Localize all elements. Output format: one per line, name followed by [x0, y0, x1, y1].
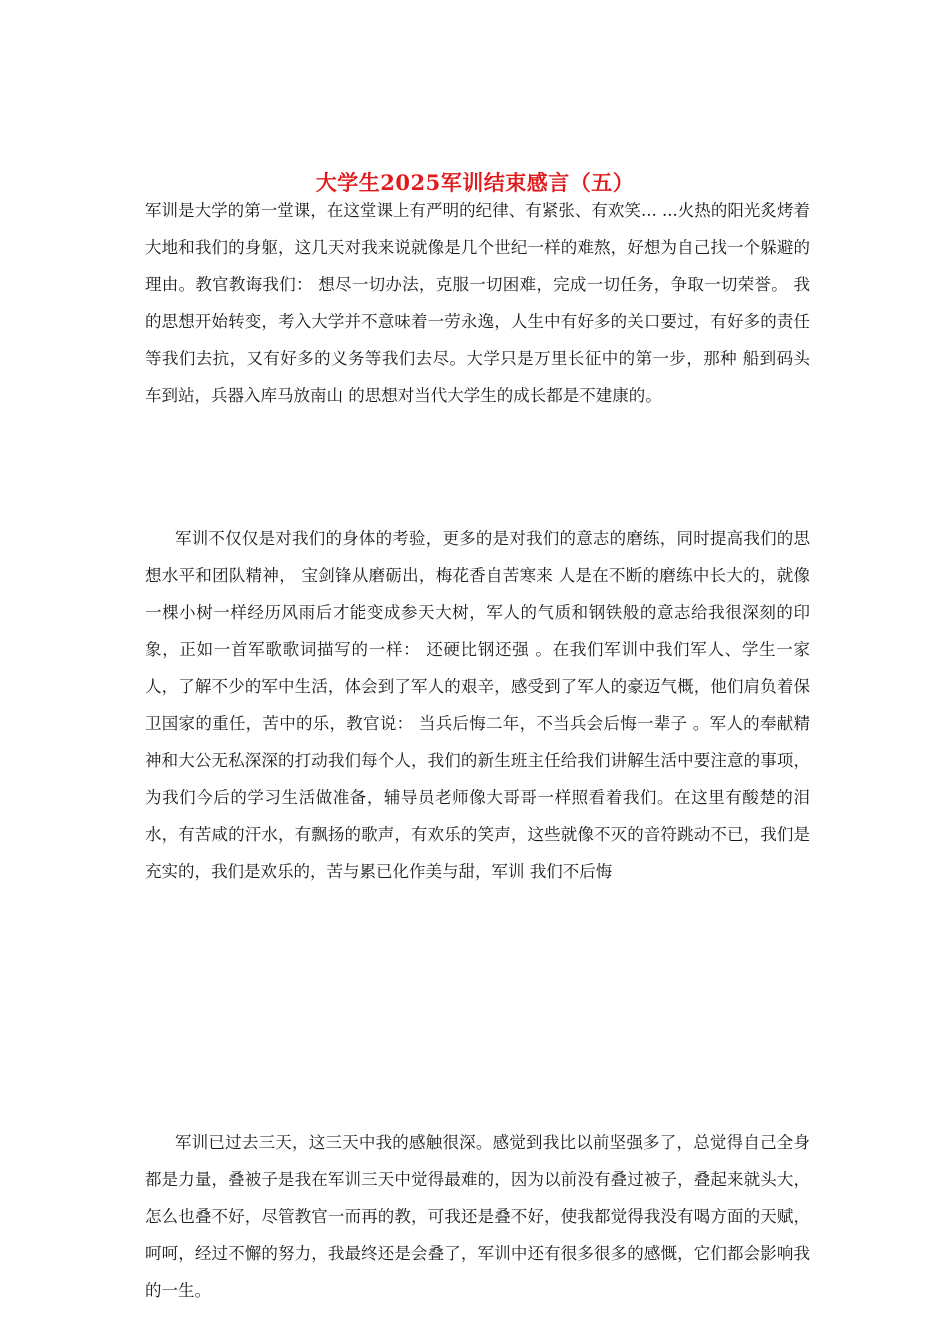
- paragraph-1: 军训是大学的第一堂课，在这堂课上有严明的纪律、有紧张、有欢笑... ...火热的阳光炙烤着大地和我们的身躯，这几天对我来说就像是几个世纪一样的难熬，好想为自己找一个躲避的理由。教官教诲我们： 想尽一切办法，克服一切困难，完成一切任务，争取一切荣誉。 我的思想开始转变，考入大学并不意味着一劳永逸，人生中有好多的关口要过，有好多的责任等我们去抗，又有好多的义务等我们去尽。大学只是万里长征中的第一步，那种 船到码头车到站，兵器入库马放南山 的思想对当代大学生的成长都是不建康的。: [145, 201, 810, 405]
- paragraph-3: 军训已过去三天，这三天中我的感触很深。感觉到我比以前坚强多了，总觉得自己全身都是力量，叠被子是我在军训三天中觉得最难的，因为以前没有叠过被子，叠起来就头大，怎么也叠不好，尽管教官一而再的教，可我还是叠不好，使我都觉得我没有喝方面的天赋，呵呵，经过不懈的努力，我最终还是会叠了，军训中还有很多很多的感慨，它们都会影响我的一生。: [145, 1133, 810, 1300]
- paragraph-2: 军训不仅仅是对我们的身体的考验，更多的是对我们的意志的磨练，同时提高我们的思想水平和团队精神， 宝剑锋从磨砺出，梅花香自苦寒来 人是在不断的磨练中长大的，就像一棵小树一样经历风雨后才能变成参天大树，军人的气质和钢铁般的意志给我很深刻的印象，正如一首军歌歌词描写的一样： 还硬比钢还强 。在我们军训中我们军人、学生一家人，了解不少的军中生活，体会到了军人的艰辛，感受到了军人的豪迈气概，他们肩负着保卫国家的重任，苦中的乐，教官说： 当兵后悔二年，不当兵会后悔一辈子 。军人的奉献精神和大公无私深深的打动我们每个人，我们的新生班主任给我们讲解生活中要注意的事项，为我们今后的学习生活做准备，辅导员老师像大哥哥一样照看着我们。在这里有酸楚的泪水，有苦咸的汗水，有飘扬的歌声，有欢乐的笑声，这些就像不灭的音符跳动不已，我们是充实的，我们是欢乐的，苦与累已化作美与甜，军训 我们不后悔: [145, 529, 810, 881]
- document-title: 大学生2025军训结束感言（五）: [315, 170, 635, 196]
